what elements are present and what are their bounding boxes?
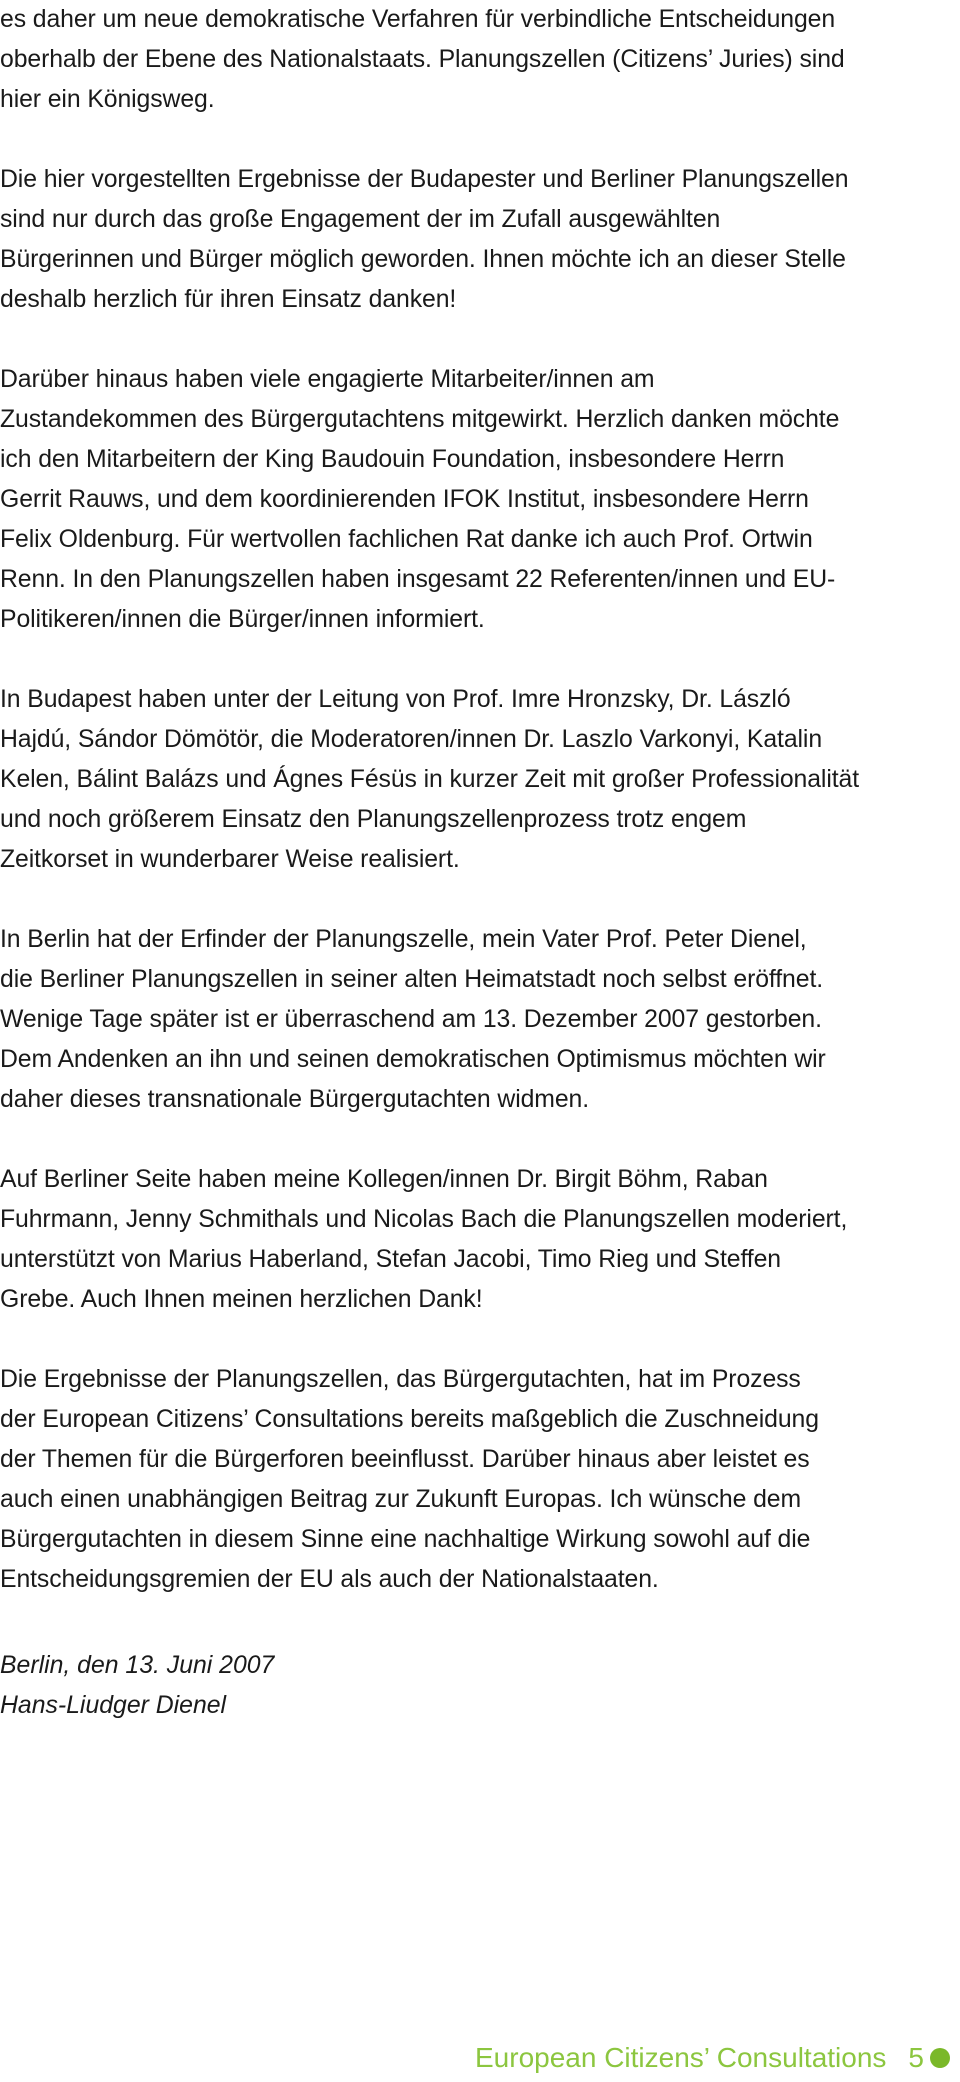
paragraph-spacer [0, 120, 935, 160]
paragraph-spacer [0, 1320, 935, 1360]
signature-name: Hans-Liudger Dienel [0, 1692, 227, 1719]
text-line: Darüber hinaus haben viele engagierte Mitarbeiter/innen am [0, 366, 655, 393]
text-line: und noch größerem Einsatz den Planungszellenprozess trotz engem [0, 806, 747, 833]
text-line: Politikeren/innen die Bürger/innen informiert. [0, 606, 485, 633]
signature-place-date: Berlin, den 13. Juni 2007 [0, 1652, 275, 1679]
text-line: es daher um neue demokratische Verfahren für verbindliche Entscheidungen [0, 6, 836, 33]
paragraph-spacer [0, 640, 935, 680]
text-line: Bürgergutachten in diesem Sinne eine nachhaltige Wirkung sowohl auf die [0, 1526, 811, 1553]
paragraph-spacer [0, 880, 935, 920]
text-line: Auf Berliner Seite haben meine Kollegen/innen Dr. Birgit Böhm, Raban [0, 1166, 768, 1193]
page-footer [475, 2038, 950, 2078]
paragraph [0, 360, 935, 640]
text-line: deshalb herzlich für ihren Einsatz danken! [0, 286, 457, 313]
text-line: hier ein Königsweg. [0, 86, 215, 113]
text-line: Zeitkorset in wunderbarer Weise realisiert. [0, 846, 460, 873]
paragraph-spacer [0, 1120, 935, 1160]
text-line: der Themen für die Bürgerforen beeinflusst. Darüber hinaus aber leistet es [0, 1446, 810, 1473]
text-line: sind nur durch das große Engagement der im Zufall ausgewählten [0, 206, 721, 233]
paragraph [0, 680, 935, 880]
text-line: Die Ergebnisse der Planungszellen, das Bürgergutachten, hat im Prozess [0, 1366, 801, 1393]
text-line: auch einen unabhängigen Beitrag zur Zukunft Europas. Ich wünsche dem [0, 1486, 802, 1513]
footer-title: European Citizens’ Consultations [475, 2042, 887, 2073]
text-line: Grebe. Auch Ihnen meinen herzlichen Dank! [0, 1286, 483, 1313]
text-line: In Berlin hat der Erfinder der Planungszelle, mein Vater Prof. Peter Dienel, [0, 926, 807, 953]
paragraph [0, 1360, 935, 1600]
text-line: Die hier vorgestellten Ergebnisse der Budapester und Berliner Planungszellen [0, 166, 849, 193]
text-line: die Berliner Planungszellen in seiner alten Heimatstadt noch selbst eröffnet. [0, 966, 824, 993]
paragraph [0, 1160, 935, 1320]
text-line: unterstützt von Marius Haberland, Stefan Jacobi, Timo Rieg und Steffen [0, 1246, 781, 1273]
bullet-dot-icon [930, 2048, 950, 2068]
text-line: daher dieses transnationale Bürgergutachten widmen. [0, 1086, 590, 1113]
text-line: Renn. In den Planungszellen haben insgesamt 22 Referenten/innen und EU- [0, 566, 836, 593]
text-line: oberhalb der Ebene des Nationalstaats. Planungszellen (Citizens’ Juries) sind [0, 46, 845, 73]
page-number: 5 [908, 2042, 924, 2073]
signature-block [0, 1646, 274, 1726]
text-line: der European Citizens’ Consultations bereits maßgeblich die Zuschneidung [0, 1406, 819, 1433]
text-line: Gerrit Rauws, und dem koordinierenden IFOK Institut, insbesondere Herrn [0, 486, 809, 513]
text-line: Fuhrmann, Jenny Schmithals und Nicolas Bach die Planungszellen moderiert, [0, 1206, 848, 1233]
paragraph [0, 160, 935, 320]
text-line: ich den Mitarbeitern der King Baudouin Foundation, insbesondere Herrn [0, 446, 785, 473]
text-line: In Budapest haben unter der Leitung von Prof. Imre Hronzsky, Dr. László [0, 686, 791, 713]
text-line: Wenige Tage später ist er überraschend am 13. Dezember 2007 gestorben. [0, 1006, 822, 1033]
text-line: Zustandekommen des Bürgergutachtens mitgewirkt. Herzlich danken möchte [0, 406, 840, 433]
text-line: Hajdú, Sándor Dömötör, die Moderatoren/innen Dr. Laszlo Varkonyi, Katalin [0, 726, 823, 753]
text-line: Entscheidungsgremien der EU als auch der Nationalstaaten. [0, 1566, 659, 1593]
text-line: Felix Oldenburg. Für wertvollen fachlichen Rat danke ich auch Prof. Ortwin [0, 526, 813, 553]
text-line: Dem Andenken an ihn und seinen demokratischen Optimismus möchten wir [0, 1046, 826, 1073]
text-line: Kelen, Bálint Balázs und Ágnes Fésüs in kurzer Zeit mit großer Professionalität [0, 766, 860, 793]
paragraph [0, 920, 935, 1120]
paragraph [0, 0, 935, 120]
paragraph-spacer [0, 320, 935, 360]
text-line: Bürgerinnen und Bürger möglich geworden. Ihnen möchte ich an dieser Stelle [0, 246, 846, 273]
